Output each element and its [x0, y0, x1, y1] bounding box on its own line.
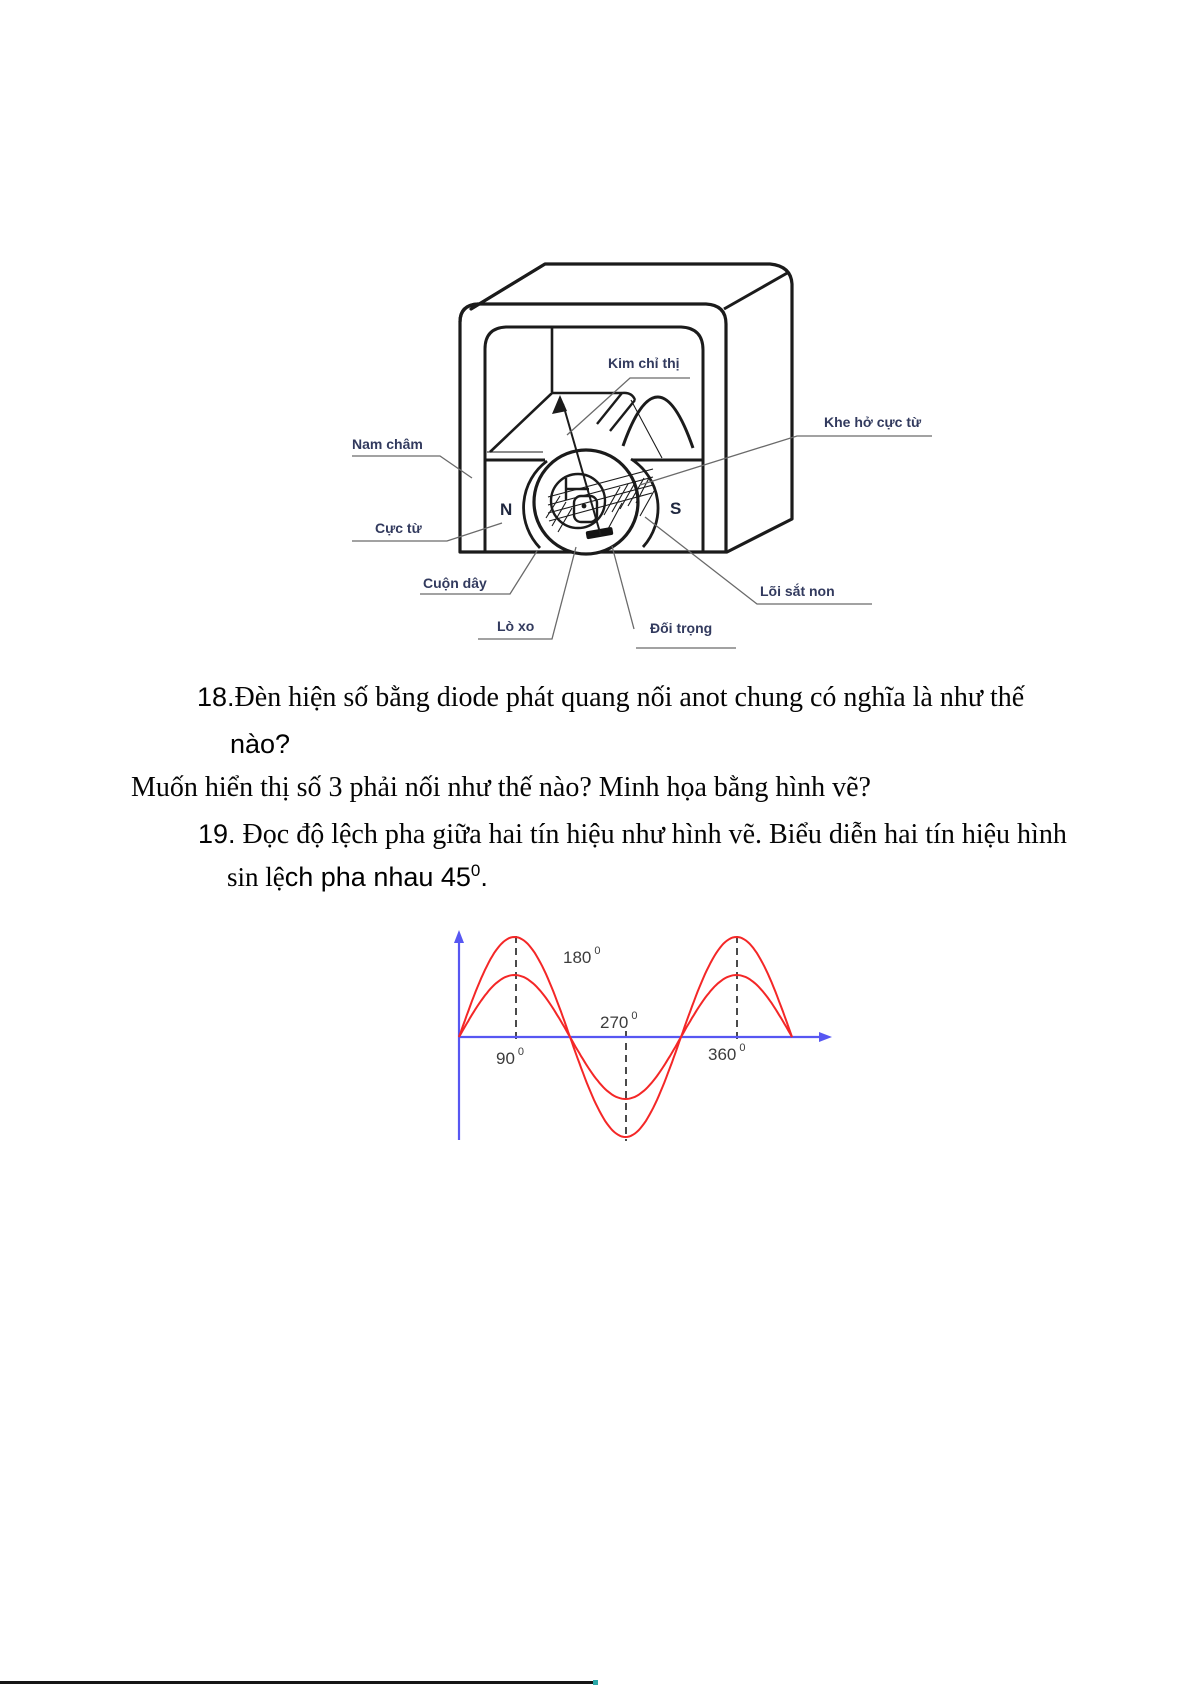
needle-arrowhead	[552, 395, 567, 414]
chart-tick-labels	[496, 945, 746, 1068]
needle-slot	[597, 393, 635, 431]
label-loi-sat-non: Lõi sắt non	[760, 583, 835, 599]
label-kim-chi-thi: Kim chỉ thị	[608, 355, 680, 371]
question-18-line-1	[197, 682, 1024, 714]
callout-doi-trong	[612, 546, 736, 648]
galvanometer-diagram	[330, 240, 960, 660]
tick-label-180: 180 $^0$	[563, 945, 601, 967]
label-khe-ho-cuc-tu: Khe hở cực từ	[824, 414, 922, 430]
pole-s-letter: S	[670, 499, 682, 518]
callout-nam-cham	[352, 436, 472, 478]
dashed-guides	[516, 936, 737, 1141]
pivot-dot	[582, 504, 587, 509]
scale-plate	[490, 393, 622, 452]
question-18-text: Đèn hiện số bằng diode phát quang nối anot chung có nghĩa là như thế	[234, 682, 1025, 713]
coil-former-circle	[534, 450, 638, 554]
callout-lo-xo	[478, 547, 576, 639]
tick-label-90: 90 $^0$	[496, 1046, 525, 1068]
question-19-text: Đọc độ lệch pha giữa hai tín hiệu như hình vẽ. Biểu diễn hai tín hiệu hình	[235, 819, 1067, 850]
phase-chart	[440, 925, 850, 1165]
pole-n-letter: N	[500, 500, 513, 519]
callout-cuon-day	[420, 551, 537, 594]
q19-wrap-serif-part: sin lệ	[227, 862, 285, 892]
question-19-number: 19.	[198, 819, 236, 849]
label-lo-xo: Lò xo	[497, 618, 535, 634]
chart-axes	[454, 930, 832, 1140]
y-axis-arrowhead	[454, 930, 464, 943]
question-18-follow-up: Muốn hiển thị số 3 phải nối như thế nào? Minh họa bằng hình vẽ?	[131, 772, 871, 803]
label-doi-trong: Đối trọng	[650, 620, 713, 636]
question-18-line-2: nào?	[230, 729, 291, 759]
q19-degree-superscript: 0	[470, 861, 481, 880]
label-cuc-tu: Cực từ	[375, 520, 422, 536]
diagram-callouts	[352, 355, 932, 648]
question-18-number: 18.	[197, 682, 235, 712]
footer-rule-accent	[593, 1680, 598, 1685]
top-right-edge	[724, 272, 789, 309]
q19-wrap-sans-part: ch pha nhau 45	[284, 862, 471, 892]
label-cuon-day: Cuộn dây	[423, 575, 487, 591]
callout-loi-sat-non	[645, 517, 872, 604]
question-19-line-2	[227, 862, 488, 893]
label-nam-cham: Nam châm	[352, 436, 423, 452]
q19-wrap-period: .	[480, 862, 488, 892]
question-19-line-1	[198, 819, 1067, 851]
tick-label-270: 270 $^0$	[600, 1010, 638, 1032]
callout-cuc-tu	[352, 520, 502, 541]
x-axis-arrowhead	[819, 1032, 832, 1042]
core-cylinder	[623, 397, 693, 458]
top-left-edge	[471, 264, 545, 309]
tick-label-360: 360 $^0$	[708, 1042, 746, 1064]
footer-rule	[0, 1681, 593, 1684]
